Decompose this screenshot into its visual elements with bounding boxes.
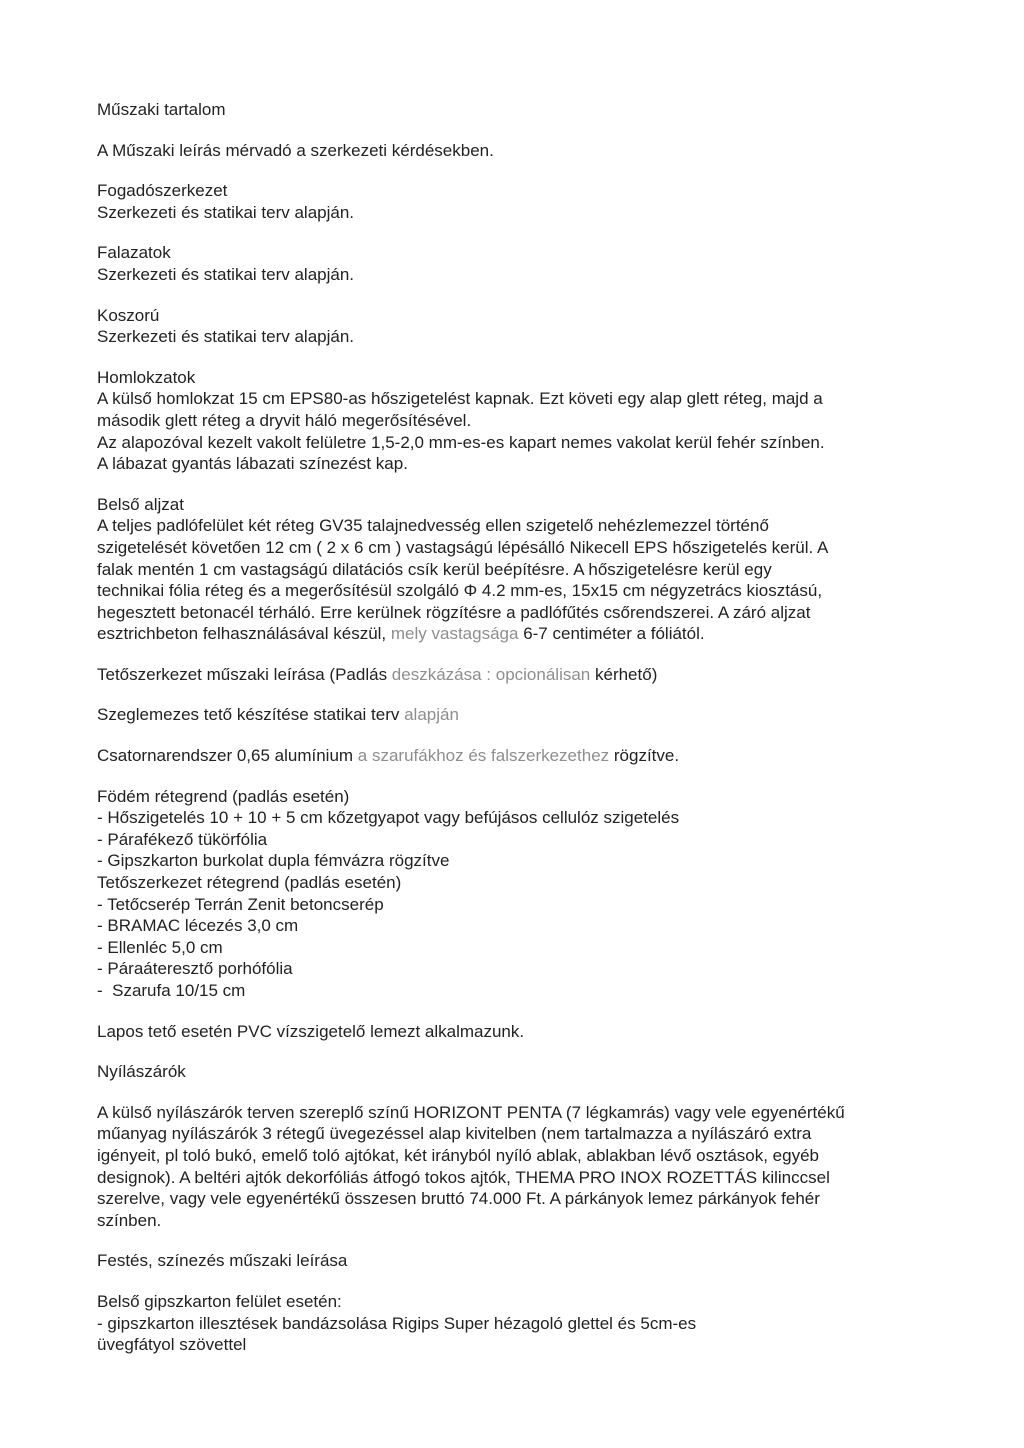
text-segment: Falazatok bbox=[97, 243, 171, 263]
text-line bbox=[97, 99, 944, 121]
text-line bbox=[97, 559, 944, 581]
text-segment: Szeglemezes tető készítése statikai terv bbox=[97, 705, 405, 725]
text-line bbox=[97, 453, 944, 475]
block-belso-aljzat bbox=[97, 494, 944, 645]
text-segment: Fogadószerkezet bbox=[97, 181, 228, 201]
block-koszoru bbox=[97, 305, 944, 348]
text-line bbox=[97, 580, 944, 602]
text-segment: üvegfátyol szövettel bbox=[97, 1335, 247, 1355]
text-segment: Lapos tető esetén PVC vízszigetelő lemezt alkalmazunk. bbox=[97, 1021, 525, 1041]
text-line bbox=[97, 515, 944, 537]
text-line bbox=[97, 1167, 944, 1189]
block-festes-heading bbox=[97, 1250, 944, 1272]
text-segment: Belső aljzat bbox=[97, 494, 184, 514]
text-segment: Festés, színezés műszaki leírása bbox=[97, 1251, 348, 1271]
text-line bbox=[97, 872, 944, 894]
text-line bbox=[97, 537, 944, 559]
text-line bbox=[97, 494, 944, 516]
text-line bbox=[97, 242, 944, 264]
text-line bbox=[97, 432, 944, 454]
text-segment: technikai fólia réteg és a megerősítésül szolgáló Φ 4.2 mm-es, 15x15 cm négyzetrács kiosztású, bbox=[97, 581, 823, 601]
text-segment: Szerkezeti és statikai terv alapján. bbox=[97, 202, 355, 222]
text-segment: szigetelését követően 12 cm ( 2 x 6 cm ) vastagságú lépésálló Nikecell EPS hőszigetelés kerül. A bbox=[97, 537, 829, 557]
block-fogadoszerkezet bbox=[97, 180, 944, 223]
text-segment: Tetőszerkezet műszaki leírása (Padlás bbox=[97, 664, 392, 684]
text-segment: Az alapozóval kezelt vakolt felületre 1,5-2,0 mm-es-es kapart nemes vakolat kerül fehér színben. bbox=[97, 432, 825, 452]
text-segment: A külső nyílászárók terven szereplő színű HORIZONT PENTA (7 légkamrás) vagy vele egyenértékű bbox=[97, 1102, 845, 1122]
muted-text-segment: mely vastagsága bbox=[390, 624, 519, 644]
block-csatornarendszer bbox=[97, 745, 944, 767]
text-line bbox=[97, 264, 944, 286]
text-segment: - Páraáteresztő porhófólia bbox=[97, 959, 293, 979]
block-szeglemezes-teto bbox=[97, 704, 944, 726]
text-line bbox=[97, 1313, 944, 1335]
text-line bbox=[97, 894, 944, 916]
text-line bbox=[97, 410, 944, 432]
text-line bbox=[97, 1145, 944, 1167]
block-falazatok bbox=[97, 242, 944, 285]
text-segment: szerelve, vagy vele egyenértékű összesen bruttó 74.000 Ft. A párkányok lemez párkányok fehér bbox=[97, 1189, 820, 1209]
text-segment: kérhető) bbox=[590, 664, 658, 684]
text-segment: Belső gipszkarton felület esetén: bbox=[97, 1291, 342, 1311]
text-line bbox=[97, 305, 944, 327]
text-line bbox=[97, 704, 944, 726]
text-segment: - BRAMAC lécezés 3,0 cm bbox=[97, 916, 299, 936]
document-body bbox=[97, 99, 944, 1356]
text-segment: műanyag nyílászárók 3 rétegű üvegezéssel alap kivitelben (nem tartalmazza a nyílászáró extra bbox=[97, 1124, 812, 1144]
block-intro bbox=[97, 140, 944, 162]
text-line bbox=[97, 623, 944, 645]
text-segment: igényeit, pl toló bukó, emelő toló ajtókat, két irányból nyíló ablak, ablakban lévő osztások, egyéb bbox=[97, 1145, 819, 1165]
text-segment: rögzítve. bbox=[609, 746, 680, 766]
text-segment: - Ellenléc 5,0 cm bbox=[97, 937, 223, 957]
text-segment: Tetőszerkezet rétegrend (padlás esetén) bbox=[97, 873, 402, 893]
text-line bbox=[97, 180, 944, 202]
text-segment: - Hőszigetelés 10 + 10 + 5 cm kőzetgyapot vagy befújásos cellulóz szigetelés bbox=[97, 808, 680, 828]
text-segment: színben. bbox=[97, 1210, 162, 1230]
block-title bbox=[97, 99, 944, 121]
text-segment: - Szarufa 10/15 cm bbox=[97, 981, 246, 1000]
text-line bbox=[97, 326, 944, 348]
block-tetoszerkezet-leiras bbox=[97, 664, 944, 686]
text-line bbox=[97, 850, 944, 872]
text-line bbox=[97, 807, 944, 829]
text-segment: A lábazat gyantás lábazati színezést kap. bbox=[97, 454, 408, 474]
text-segment: Csatornarendszer 0,65 alumínium bbox=[97, 746, 358, 766]
text-segment: falak mentén 1 cm vastagságú dilatációs csík kerül beépítésre. A hőszigetelésre kerül egy bbox=[97, 559, 772, 579]
text-line bbox=[97, 1334, 944, 1356]
text-line bbox=[97, 202, 944, 224]
block-nyilaszarok-body bbox=[97, 1102, 944, 1232]
text-line bbox=[97, 140, 944, 162]
text-line bbox=[97, 602, 944, 624]
text-line bbox=[97, 745, 944, 767]
text-segment: Szerkezeti és statikai terv alapján. bbox=[97, 327, 355, 347]
text-segment: - Párafékező tükörfólia bbox=[97, 829, 268, 849]
text-line bbox=[97, 1210, 944, 1232]
text-line bbox=[97, 1102, 944, 1124]
text-line bbox=[97, 1250, 944, 1272]
text-segment: A Műszaki leírás mérvadó a szerkezeti kérdésekben. bbox=[97, 140, 494, 160]
text-line bbox=[97, 980, 944, 1002]
muted-text-segment: deszkázása : opcionálisan bbox=[391, 664, 591, 684]
block-belso-gipszkarton bbox=[97, 1291, 944, 1356]
text-line bbox=[97, 937, 944, 959]
muted-text-segment: a szarufákhoz és falszerkezethez bbox=[357, 746, 610, 766]
text-segment: - gipszkarton illesztések bandázsolása Rigips Super hézagoló glettel és 5cm-es bbox=[97, 1313, 697, 1333]
text-line bbox=[97, 1123, 944, 1145]
text-line bbox=[97, 1061, 944, 1083]
block-lapos-teto bbox=[97, 1021, 944, 1043]
text-segment: Homlokzatok bbox=[97, 367, 196, 387]
text-segment: - Tetőcserép Terrán Zenit betoncserép bbox=[97, 894, 384, 914]
block-fodem-retegrend bbox=[97, 786, 944, 1002]
text-line bbox=[97, 1291, 944, 1313]
text-line bbox=[97, 664, 944, 686]
text-line bbox=[97, 829, 944, 851]
text-segment: A külső homlokzat 15 cm EPS80-as hőszigetelést kapnak. Ezt követi egy alap glett réteg, majd a bbox=[97, 389, 823, 409]
block-nyilaszarok-heading bbox=[97, 1061, 944, 1083]
text-segment: designok). A beltéri ajtók dekorfóliás átfogó tokos ajtók, THEMA PRO INOX ROZETTÁS kilinccsel bbox=[97, 1167, 830, 1187]
text-line bbox=[97, 388, 944, 410]
text-segment: Koszorú bbox=[97, 305, 160, 325]
text-segment: Szerkezeti és statikai terv alapján. bbox=[97, 264, 355, 284]
text-segment: A teljes padlófelület két réteg GV35 talajnedvesség ellen szigetelő nehézlemezzel történő bbox=[97, 516, 769, 536]
text-line bbox=[97, 915, 944, 937]
text-line bbox=[97, 1188, 944, 1210]
text-line bbox=[97, 367, 944, 389]
muted-text-segment: alapján bbox=[404, 705, 459, 725]
text-segment: esztrichbeton felhasználásával készül, bbox=[97, 624, 391, 644]
text-segment: 6-7 centiméter a fóliától. bbox=[518, 624, 705, 644]
text-segment: hegesztett betonacél térháló. Erre kerülnek rögzítésre a padlófűtés csőrendszerei. A záró aljzat bbox=[97, 602, 811, 622]
text-segment: Födém rétegrend (padlás esetén) bbox=[97, 786, 350, 806]
text-segment: Műszaki tartalom bbox=[97, 100, 226, 119]
text-line bbox=[97, 1021, 944, 1043]
text-segment: második glett réteg a dryvit háló megerősítésével. bbox=[97, 410, 472, 430]
block-homlokzatok bbox=[97, 367, 944, 475]
text-segment: - Gipszkarton burkolat dupla fémvázra rögzítve bbox=[97, 851, 450, 871]
text-segment: Nyílászárók bbox=[97, 1062, 186, 1082]
text-line bbox=[97, 786, 944, 808]
text-line bbox=[97, 958, 944, 980]
